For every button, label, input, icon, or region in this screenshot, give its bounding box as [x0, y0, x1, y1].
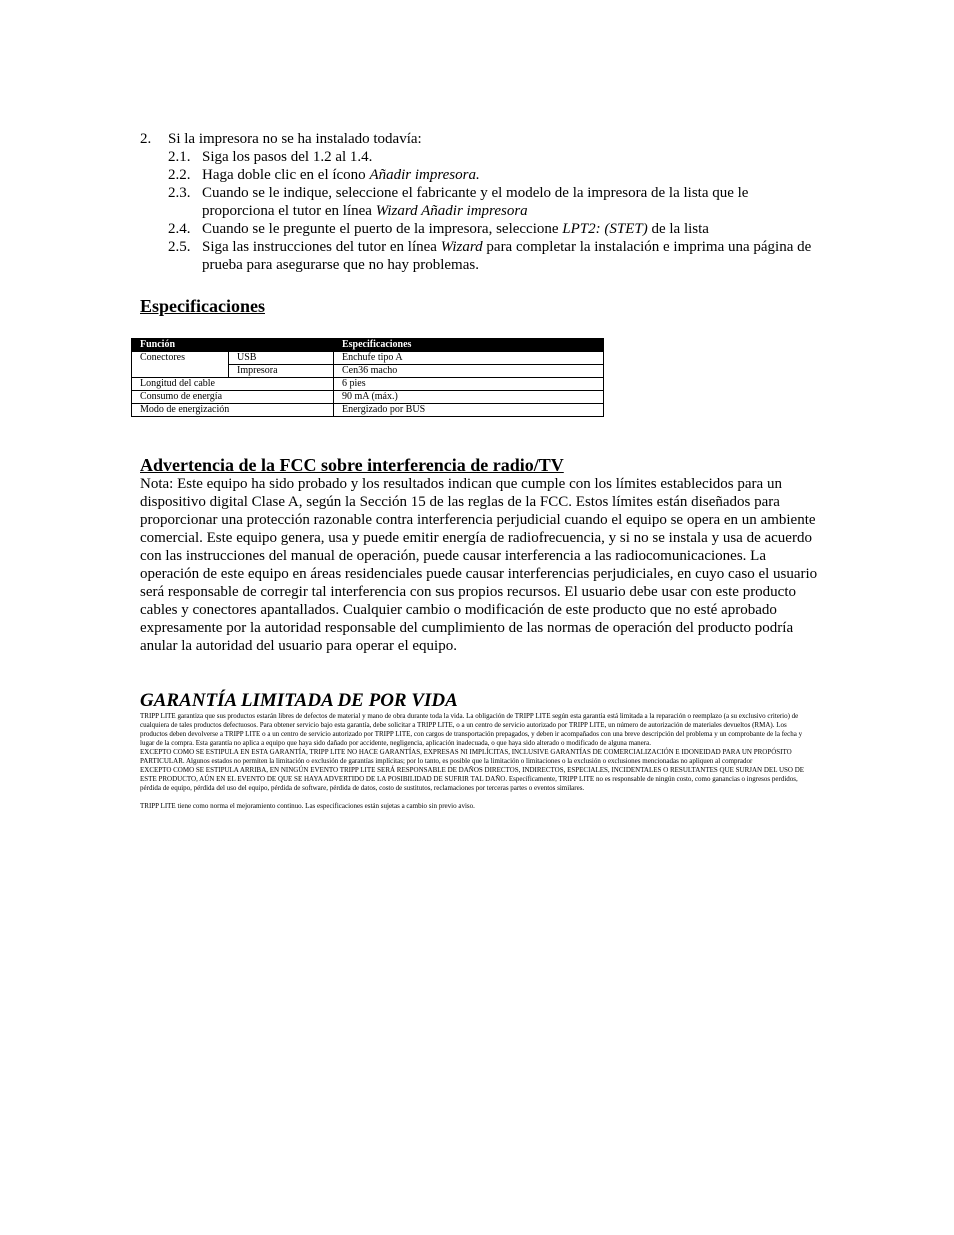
fcc-heading: Advertencia de la FCC sobre interferencia de radio/TV [140, 455, 564, 475]
table-cell: USB [229, 352, 334, 365]
table-header-row [132, 339, 604, 352]
warranty-text [140, 712, 815, 811]
spec-heading: Especificaciones [140, 296, 265, 316]
step-2-3 [140, 184, 820, 220]
step-text-emphasis: LPT2: (STET) [562, 221, 648, 237]
step-number: 2. [140, 131, 152, 147]
step-text-part: Haga doble clic en el ícono [202, 167, 370, 183]
step-2 [140, 130, 820, 148]
step-text: Siga los pasos del 1.2 al 1.4. [202, 149, 373, 165]
table-cell: 6 pies [334, 378, 604, 391]
step-text-emphasis: Wizard [440, 239, 483, 255]
table-cell: Cen36 macho [334, 365, 604, 378]
warranty-heading: GARANTÍA LIMITADA DE POR VIDA [140, 690, 458, 711]
table-row [132, 378, 604, 391]
step-number: 2.1. [168, 149, 191, 165]
step-text-part: de la lista [647, 221, 709, 237]
table-row [132, 404, 604, 417]
table-cell: 90 mA (máx.) [334, 391, 604, 404]
table-cell: Longitud del cable [132, 378, 334, 391]
step-text-part: para completar la instalación e imprima una página de prueba para asegurarse que no hay problemas. [202, 239, 812, 273]
step-number: 2.2. [168, 167, 191, 183]
step-2-5 [140, 238, 820, 274]
step-2-2 [140, 166, 820, 184]
warranty-paragraph: TRIPP LITE tiene como norma el mejoramiento continuo. Las especificaciones están sujetas a cambio sin previo aviso. [140, 802, 475, 810]
step-text-emphasis: Wizard Añadir impresora [375, 203, 528, 219]
table-cell: Enchufe tipo A [334, 352, 604, 365]
step-2-4 [140, 220, 820, 238]
warranty-paragraph: TRIPP LITE garantiza que sus productos estarán libres de defectos de material y mano de obra durante toda la vida. La obligación de TRIPP LITE según esta garantía está limitada a la reparación o reemplazo (a su exclusivo criterio) de cualquiera de tales productos defectuosos. Para obtener servicio bajo esta garantía, debe solicitar a TRIPP LITE, o a un centro de servicio autorizado por TRIPP LITE, un número de autorización de materiales devueltos (RMA). Los productos deben devolverse a TRIPP LITE o a un centro de servicio autorizado por TRIPP LITE, con cargos de transportación prepagados, y deben ir acompañados con una breve descripción del problema y un comprobante de la fecha y lugar de la compra. Esta garantía no aplica a equipo que haya sido dañado por accidente, negligencia, aplicación inadecuada, o que haya sido alterado o modificado de alguna manera. [140, 712, 803, 747]
step-text-part: Cuando se le indique, seleccione el fabricante y el modelo de la impresora de la lista que le proporciona el tutor en línea [202, 185, 749, 219]
warranty-paragraph: EXCEPTO COMO SE ESTIPULA ARRIBA, EN NINGÚN EVENTO TRIPP LITE SERÁ RESPONSABLE DE DAÑOS DIRECTOS, INDIRECTOS, ESPECIALES, INCIDENTALES O RESULTANTES QUE SURJAN DEL USO DE ESTE PRODUCTO, AÚN EN EL EVENTO DE QUE SE HAYA ADVERTIDO DE LA POSIBILIDAD DE SUFRIR TAL DAÑO. Específicamente, TRIPP LITE no es responsable de ningún costo, como ganancias o ingresos perdidos, pérdida de equipo, pérdida del uso del equipo, pérdida de software, pérdida de datos, costo de sustitutos, reclamaciones por terceras partes o eventos similares. [140, 766, 805, 792]
table-header-specs: Especificaciones [334, 339, 604, 352]
table-row [132, 391, 604, 404]
step-number: 2.4. [168, 221, 191, 237]
install-steps [140, 130, 820, 274]
table-cell: Modo de energización [132, 404, 334, 417]
table-cell: Energizado por BUS [334, 404, 604, 417]
step-text [202, 238, 820, 274]
step-text [202, 184, 820, 220]
step-text [202, 220, 820, 238]
table-cell: Impresora [229, 365, 334, 378]
table-cell: Conectores [132, 352, 229, 378]
table-cell: Consumo de energía [132, 391, 334, 404]
step-2-1 [140, 148, 820, 166]
paragraph-gap [140, 793, 815, 802]
table-row [132, 352, 604, 365]
step-number: 2.3. [168, 185, 191, 201]
step-text-emphasis: Añadir impresora. [369, 167, 480, 183]
table-header-function: Función [132, 339, 334, 352]
step-text-part: Siga las instrucciones del tutor en línea [202, 239, 441, 255]
step-text [202, 166, 820, 184]
spec-table [131, 338, 604, 417]
fcc-paragraph: Nota: Este equipo ha sido probado y los resultados indican que cumple con los límites establecidos para un dispositivo digital Clase A, según la Sección 15 de las reglas de la FCC. Estos límites están diseñados para proporcionar una protección razonable contra interferencia perjudicial cuando el equipo se opera en un ambiente comercial. Este equipo genera, usa y puede emitir energía de radiofrecuencia, y si no se instala y usa de acuerdo con las instrucciones del manual de operación, puede causar interferencia a las radiocomunicaciones. La operación de este equipo en áreas residenciales puede causar interferencias perjudiciales, en cuyo caso el usuario será responsable de corregir tal interferencia con sus propios recursos. El usuario debe usar con este producto cables y conectores apantallados. Cualquier cambio o modificación de este producto que no esté aprobado expresamente por la autoridad responsable del cumplimiento de las normas de operación del producto podría anular la autoridad del usuario para operar el equipo. [140, 476, 818, 654]
step-text-part: Cuando se le pregunte el puerto de la impresora, seleccione [202, 221, 563, 237]
warranty-paragraph: EXCEPTO COMO SE ESTIPULA EN ESTA GARANTÍA, TRIPP LITE NO HACE GARANTÍAS, EXPRESAS NI IMPLÍCITAS, INCLUSIVE GARANTÍAS DE COMERCIALIZACIÓN E IDONEIDAD PARA UN PROPÓSITO PARTICULAR. Algunos estados no permiten la limitación o exclusión de garantías implícitas; por lo tanto, es posible que la limitación o limitaciones o la exclusión o exclusiones mencionadas no apliquen al comprador [140, 748, 792, 765]
step-text: Si la impresora no se ha instalado todavía: [168, 131, 422, 147]
step-number: 2.5. [168, 239, 191, 255]
